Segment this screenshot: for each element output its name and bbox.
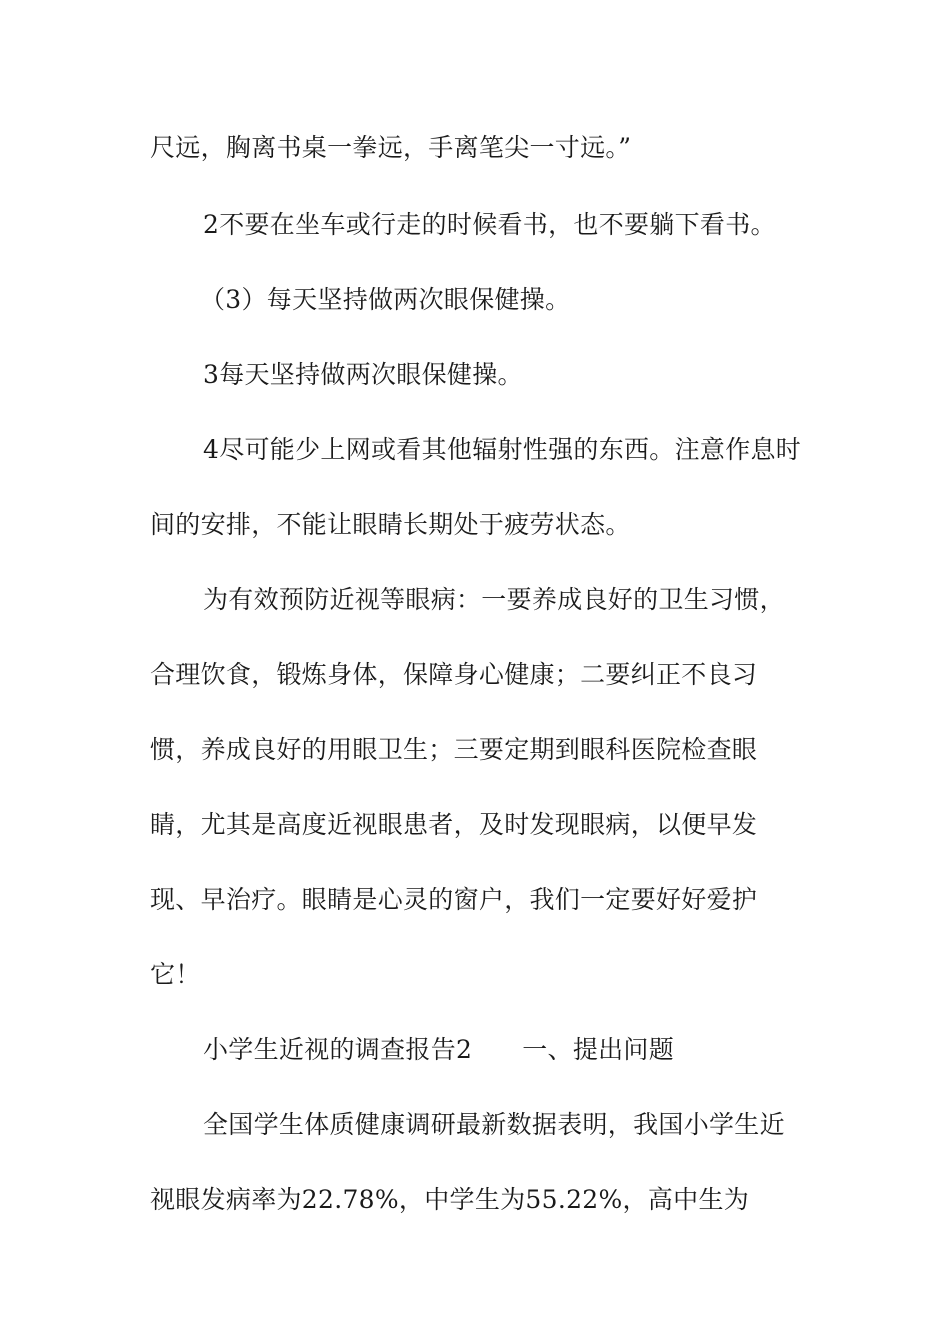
text-line: 现、早治疗。眼睛是心灵的窗户，我们一定要好好爱护 bbox=[150, 885, 758, 914]
report-heading-line bbox=[203, 1035, 674, 1065]
report-title: 小学生近视的调查报告2 bbox=[203, 1035, 473, 1064]
section-heading: 一、提出问题 bbox=[522, 1035, 675, 1064]
list-item-2: 2不要在坐车或行走的时候看书，也不要躺下看书。 bbox=[203, 210, 776, 239]
text-line: 睛，尤其是高度近视眼患者，及时发现眼病，以便早发 bbox=[150, 810, 758, 839]
paragraph-start: 全国学生体质健康调研最新数据表明，我国小学生近 bbox=[203, 1110, 785, 1139]
list-item-3-paren: （3）每天坚持做两次眼保健操。 bbox=[200, 285, 571, 314]
list-item-3: 3每天坚持做两次眼保健操。 bbox=[203, 360, 523, 389]
paragraph-start: 为有效预防近视等眼病：一要养成良好的卫生习惯， bbox=[203, 585, 785, 614]
list-item-4: 4尽可能少上网或看其他辐射性强的东西。注意作息时 bbox=[203, 435, 802, 464]
text-line: 合理饮食，锻炼身体，保障身心健康；二要纠正不良习 bbox=[150, 660, 758, 689]
text-line: 视眼发病率为22.78%，中学生为55.22%，高中生为 bbox=[150, 1185, 750, 1214]
text-line: 惯，养成良好的用眼卫生；三要定期到眼科医院检查眼 bbox=[150, 735, 758, 764]
text-line: 间的安排，不能让眼睛长期处于疲劳状态。 bbox=[150, 510, 631, 539]
text-line: 它！ bbox=[150, 960, 201, 989]
text-line: 尺远，胸离书桌一拳远，手离笔尖一寸远。” bbox=[150, 133, 632, 162]
